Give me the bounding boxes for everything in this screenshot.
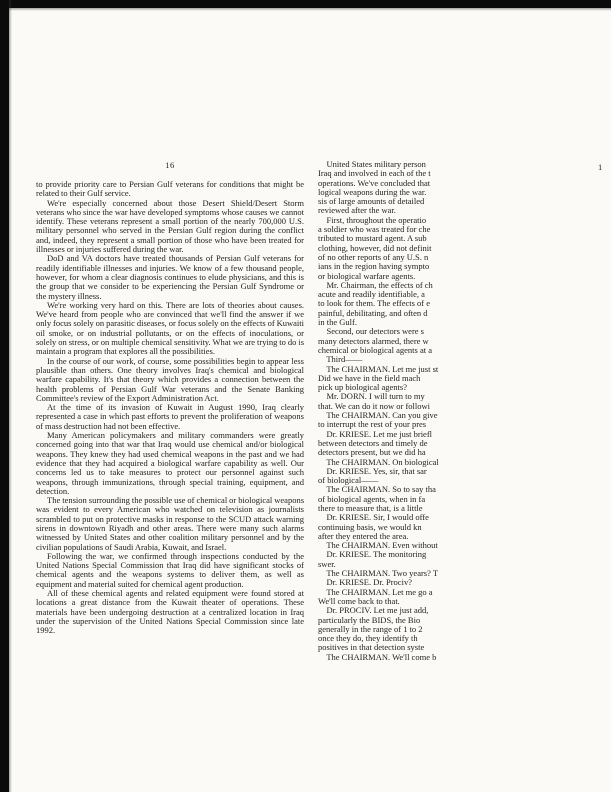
scan-top-edge-shadow [0, 8, 611, 11]
text-line: Dr. KRIESE. Dr. Prociv? [318, 578, 412, 588]
text-line: operations. We've concluded that [318, 178, 431, 188]
paragraph: At the time of its invasion of Kuwait in August 1990, Iraq clearly represented a case in which past efforts to prevent the proliferation of weapons of mass destruction had not been effective. [36, 402, 304, 431]
text-line: logical weapons during the war. [318, 187, 429, 197]
scan-left-edge-shadow [9, 0, 12, 792]
text-line: once they do, they identify th [318, 634, 418, 644]
page-number-left: 16 [165, 160, 175, 170]
paragraph: to provide priority care to Persian Gulf veterans for conditions that might be related to their Gulf service. [36, 179, 304, 199]
text-line: reviewed after the war. [318, 206, 396, 216]
text-line: between detectors and timely de [318, 438, 428, 448]
text-line: clothing, however, did not definit [318, 243, 432, 253]
text-line: particularly the BIDS, the Bio [318, 615, 421, 625]
text-line: in the Gulf. [318, 318, 357, 328]
text-line: many detectors alarmed, there w [318, 336, 429, 346]
text-line: a soldier who was treated for che [318, 225, 431, 235]
paragraph: We're especially concerned about those Desert Shield/Desert Storm veterans who since the war have developed symptoms whose causes we cannot identify. These veterans represent a small portion of the nearly 700,000 U.S. military personnel who served in the Persian Gulf region during the conflict and, indeed, they represent a small portion of those who have been treated for illnesses or injuries suffered during the war. [36, 197, 304, 255]
text-line: United States military person [318, 160, 426, 169]
text-line: of biological—— [318, 476, 379, 486]
text-line: First, throughout the operatio [318, 215, 427, 225]
text-line: or biological warfare agents. [318, 271, 416, 281]
text-line: Dr. PROCIV. Let me just add, [318, 606, 431, 616]
scan-left-edge [0, 0, 9, 792]
text-line: that. We can do it now or followi [318, 401, 430, 411]
scan-top-edge [0, 0, 611, 8]
text-line: there to measure that, is a little [318, 503, 423, 513]
text-line: ians in the region having sympto [318, 262, 430, 272]
text-line: swer. [318, 559, 336, 569]
page-left [36, 160, 304, 636]
text-line: continuing basis, we would kn [318, 522, 422, 532]
text-line: Mr. DORN. I will turn to my [318, 392, 425, 402]
paragraph: The tension surrounding the possible use of chemical or biological weapons was evident to every American who watched on television as journalists scrambled to put on protective masks in response to the SCUD attack warning sirens in downtown Riyadh and other areas. There were many such alarms witnessed by United States and other coalition military personnel and by the civilian populations of Saudi Arabia, Kuwait, and Israel. [36, 495, 304, 552]
text-line: Did we have in the field mach [318, 373, 421, 383]
text-line: The CHAIRMAN. We'll come b [318, 652, 437, 662]
text-line: sis of large amounts of detailed [318, 197, 427, 207]
paragraph: In the course of our work, of course, some possibilities begin to appear less plausible than others. One theory involves Iraq's chemical and biological warfare capability. It's that theory which provides a connection between the health problems of Persian Gulf War veterans and the Senate Banking Committee's review of the Export Administration Act. [36, 355, 304, 403]
text-line: Third—— [318, 355, 363, 365]
paragraph: Following the war, we confirmed through inspections conducted by the United Nations Special Commission that Iraq did have significant stocks of chemical agents and the weapons systems to deliver them, as well as equipment and material suited for chemical agent production. [36, 550, 304, 589]
text-line: Dr. KRIESE. Let me just briefl [318, 429, 433, 439]
text-line: Dr. KRIESE. Sir, I would offe [318, 513, 429, 523]
text-line: after they entered the area. [318, 531, 409, 541]
text-line: The CHAIRMAN. On biological [318, 457, 441, 467]
text-line: The CHAIRMAN. Two years? T [318, 569, 439, 579]
text-line: Dr. KRIESE. Yes, sir, that sar [318, 466, 427, 476]
text-line: pick up biological agents? [318, 383, 407, 393]
text-line: generally in the range of 1 to 2 [318, 624, 425, 634]
paragraph: We're working very hard on this. There are lots of theories about causes. We've heard from people who are convinced that we'll find the answer if we only focus solely on parasitic diseases, or focus solely on the effects of Kuwaiti oil smoke, or on industrial pollutants, or on the effects of inoculations, or solely on stress, or on multiple chemical sensitivity. What we are trying to do is maintain a program that explores all the possibilities. [36, 299, 304, 357]
text-line: The CHAIRMAN. Even without [318, 541, 438, 551]
text-line: We'll come back to that. [318, 596, 400, 606]
text-line: to look for them. The effects of e [318, 299, 431, 309]
text-line: detectors present, but we did ha [318, 448, 426, 458]
text-line: Mr. Chairman, the effects of ch [318, 280, 433, 290]
text-line: acute and readily identifiable, a [318, 290, 425, 300]
text-line: The CHAIRMAN. So to say tha [318, 485, 436, 495]
text-line: The CHAIRMAN. Let me go a [318, 587, 433, 597]
text-line: The CHAIRMAN. Let me just st [318, 364, 439, 374]
text-line: to interrupt the rest of your pres [318, 420, 427, 430]
text-line: of no other reports of any U.S. n [318, 252, 429, 262]
text-line: Dr. KRIESE. The monitoring [318, 550, 429, 560]
text-line: The CHAIRMAN. Can you give [318, 411, 438, 421]
text-line: tributed to mustard agent. A sub [318, 234, 427, 244]
page-right [318, 160, 611, 662]
paragraph: Many American policymakers and military commanders were greatly concerned going into that war that Iraq would use chemical and/or biological weapons. They knew they had used chemical weapons in the past and we had evidence that they had acquired a biological warfare capability as well. Our concerns led us to take measures to protect our personnel against such weapons, through immunizations, through special training, equipment, and detection. [36, 430, 304, 496]
text-line: chemical or biological agents at a [318, 345, 432, 355]
text-line: Iraq and involved in each of the t [318, 169, 431, 179]
text-line: Second, our detectors were s [318, 327, 424, 337]
left-page-text [36, 180, 304, 636]
text-line: painful, debilitating, and often d [318, 308, 428, 318]
right-page-text [318, 160, 611, 662]
text-line: positives in that detection syste [318, 643, 425, 653]
paragraph: All of these chemical agents and related equipment were found stored at locations a great distance from the Kuwait theater of operations. These materials have been undergoing destruction at a centralized location in Iraq under the supervision of the United Nations Special Commission since late 1992. [36, 588, 304, 636]
page-number-right-partial: 1 [598, 162, 603, 172]
text-line: of biological agents, when in fa [318, 494, 426, 504]
paragraph: DoD and VA doctors have treated thousands of Persian Gulf veterans for readily identifiable illnesses and injuries. We know of a few thousand people, however, for whom a clear diagnosis continues to elude physicians, and this is the group that we consider to be experiencing the Persian Gulf Syndrome or the mystery illness. [36, 253, 304, 301]
